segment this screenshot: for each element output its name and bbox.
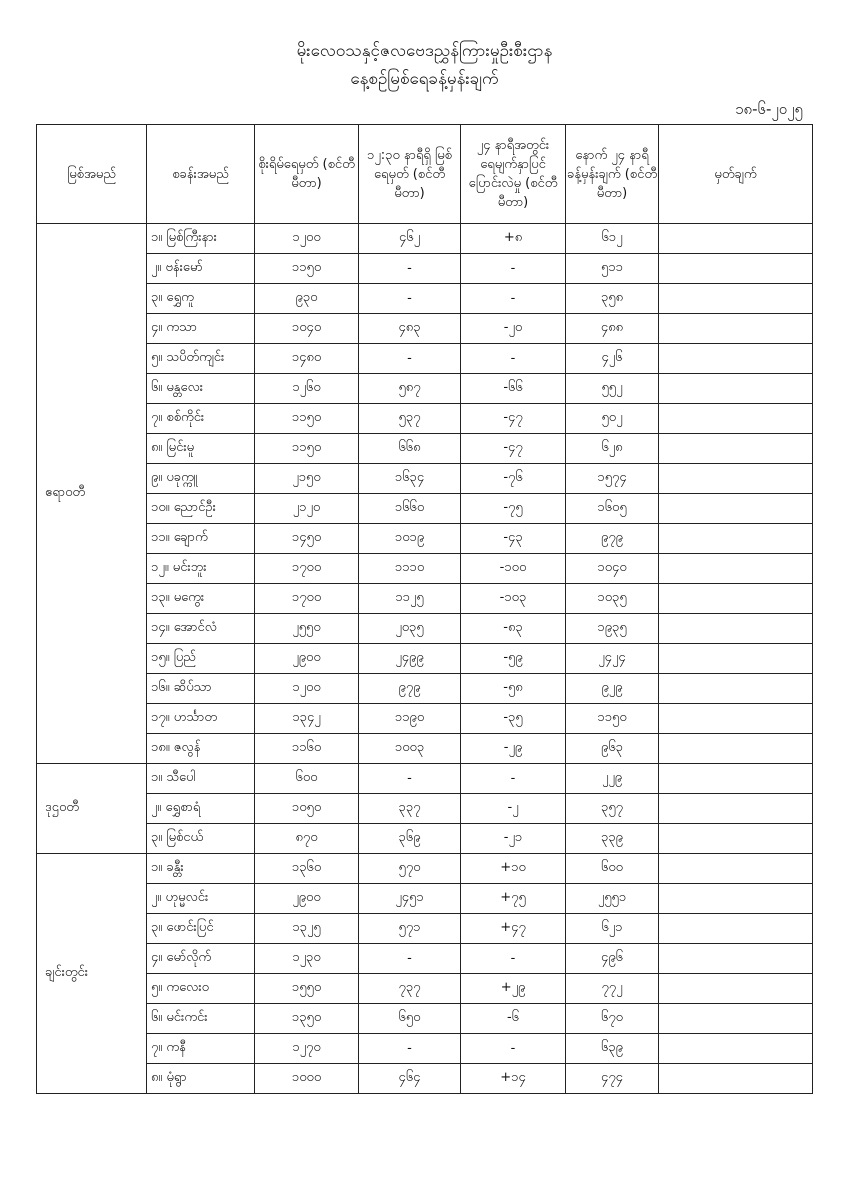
forecast-cell: ၁၁၅၀ xyxy=(566,704,659,734)
danger-level-cell: ၁၁၆၀ xyxy=(255,734,359,764)
current-level-cell: ၅၇၁ xyxy=(359,914,461,944)
forecast-cell: ၅၁၁ xyxy=(566,254,659,284)
station-cell: ၁၆။ ဆိပ်သာ xyxy=(147,674,255,704)
change-cell: -၂၀ xyxy=(461,314,566,344)
current-level-cell: ၂၀၃၅ xyxy=(359,614,461,644)
change-cell: -၃၅ xyxy=(461,704,566,734)
danger-level-cell: ၁၀၀၀ xyxy=(255,1064,359,1094)
table-header-row xyxy=(37,125,813,224)
forecast-cell: ၉၆၃ xyxy=(566,734,659,764)
table-body xyxy=(37,224,813,1094)
forecast-cell: ၂၅၅၁ xyxy=(566,884,659,914)
danger-level-cell: ၁၄၅၀ xyxy=(255,524,359,554)
remark-cell xyxy=(659,224,813,254)
forecast-cell: ၁၀၃၅ xyxy=(566,584,659,614)
current-level-cell: ၁၆၆၀ xyxy=(359,494,461,524)
current-level-cell: - xyxy=(359,1034,461,1064)
remark-cell xyxy=(659,344,813,374)
forecast-cell: ၄၇၄ xyxy=(566,1064,659,1094)
forecast-cell: ၉၇၉ xyxy=(566,524,659,554)
table-row xyxy=(37,554,813,584)
danger-level-cell: ၂၉၀၀ xyxy=(255,884,359,914)
forecast-cell: ၄၉၆ xyxy=(566,944,659,974)
remark-cell xyxy=(659,644,813,674)
danger-level-cell: ၂၁၅၀ xyxy=(255,464,359,494)
change-cell: - xyxy=(461,254,566,284)
change-cell: -၅၉ xyxy=(461,644,566,674)
forecast-cell: ၂၄၂၄ xyxy=(566,644,659,674)
column-header-danger-level: စိုးရိမ်ရေမှတ် (စင်တီမီတာ) xyxy=(255,125,359,224)
change-cell: +၄၇ xyxy=(461,914,566,944)
department-title: မိုးလေဝသနှင့်ဇလဗေဒညွှန်ကြားမှုဦးစီးဌာန xyxy=(296,41,553,61)
station-cell: ၇။ ကနီ xyxy=(147,1034,255,1064)
forecast-cell: ၆၃၉ xyxy=(566,1034,659,1064)
station-cell: ၂။ ဟုမ္မလင်း xyxy=(147,884,255,914)
danger-level-cell: ၈၇၀ xyxy=(255,824,359,854)
table-row xyxy=(37,344,813,374)
danger-level-cell: ၁၁၅၀ xyxy=(255,404,359,434)
station-cell: ၃။ ဖောင်းပြင် xyxy=(147,914,255,944)
table-row xyxy=(37,1064,813,1094)
station-cell: ၁။ သီပေါ xyxy=(147,764,255,794)
remark-cell xyxy=(659,794,813,824)
remark-cell xyxy=(659,284,813,314)
remark-cell xyxy=(659,854,813,884)
danger-level-cell: ၁၇၀၀ xyxy=(255,584,359,614)
river-name-cell: ဧရာဝတီ xyxy=(37,224,147,764)
change-cell: - xyxy=(461,284,566,314)
forecast-cell: ၆၀၀ xyxy=(566,854,659,884)
table-row xyxy=(37,254,813,284)
current-level-cell: ၂၄၉၉ xyxy=(359,644,461,674)
current-level-cell: - xyxy=(359,944,461,974)
remark-cell xyxy=(659,404,813,434)
column-header-river: မြစ်အမည် xyxy=(37,125,147,224)
forecast-cell: ၁၉၃၅ xyxy=(566,614,659,644)
report-date: ၁၈-၆-၂၀၂၅ xyxy=(735,100,803,118)
table-row xyxy=(37,704,813,734)
current-level-cell: - xyxy=(359,764,461,794)
danger-level-cell: ၁၂၇၀ xyxy=(255,1034,359,1064)
change-cell: +၁၀ xyxy=(461,854,566,884)
forecast-cell: ၁၀၄၀ xyxy=(566,554,659,584)
current-level-cell: ၆၅၀ xyxy=(359,1004,461,1034)
report-title: နေ့စဉ်မြစ်ရေခန့်မှန်းချက် xyxy=(350,69,499,89)
danger-level-cell: ၆၀၀ xyxy=(255,764,359,794)
change-cell: -၇၆ xyxy=(461,464,566,494)
current-level-cell: - xyxy=(359,254,461,284)
current-level-cell: ၅၈၇ xyxy=(359,374,461,404)
table-row xyxy=(37,224,813,254)
change-cell: -၂၁ xyxy=(461,824,566,854)
remark-cell xyxy=(659,374,813,404)
current-level-cell: ၃၃၇ xyxy=(359,794,461,824)
table-row xyxy=(37,524,813,554)
column-header-remark: မှတ်ချက် xyxy=(659,125,813,224)
remark-cell xyxy=(659,764,813,794)
table-row xyxy=(37,734,813,764)
table-row xyxy=(37,284,813,314)
table-row xyxy=(37,434,813,464)
current-level-cell: ၉၇၉ xyxy=(359,674,461,704)
change-cell: -၄၇ xyxy=(461,434,566,464)
change-cell: +၂၉ xyxy=(461,974,566,1004)
current-level-cell: ၂၄၅၁ xyxy=(359,884,461,914)
station-cell: ၁၄။ အောင်လံ xyxy=(147,614,255,644)
table-row xyxy=(37,494,813,524)
remark-cell xyxy=(659,1064,813,1094)
forecast-cell: ၉၂၉ xyxy=(566,674,659,704)
danger-level-cell: ၁၄၈၀ xyxy=(255,344,359,374)
danger-level-cell: ၂၁၂၀ xyxy=(255,494,359,524)
change-cell: -၁၀၃ xyxy=(461,584,566,614)
danger-level-cell: ၁၂၃၀ xyxy=(255,944,359,974)
river-name-cell: ချင်းတွင်း xyxy=(37,854,147,1094)
danger-level-cell: ၁၂၀၀ xyxy=(255,224,359,254)
table-row xyxy=(37,584,813,614)
change-cell: +၁၄ xyxy=(461,1064,566,1094)
change-cell: -၈၃ xyxy=(461,614,566,644)
remark-cell xyxy=(659,1034,813,1064)
table-row xyxy=(37,854,813,884)
danger-level-cell: ၁၇၀၀ xyxy=(255,554,359,584)
remark-cell xyxy=(659,704,813,734)
change-cell: +၇၅ xyxy=(461,884,566,914)
change-cell: -၄၇ xyxy=(461,404,566,434)
table-row xyxy=(37,314,813,344)
forecast-cell: ၆၂၈ xyxy=(566,434,659,464)
remark-cell xyxy=(659,914,813,944)
station-cell: ၄။ မော်လိုက် xyxy=(147,944,255,974)
remark-cell xyxy=(659,734,813,764)
forecast-cell: ၆၇၀ xyxy=(566,1004,659,1034)
change-cell: -၂ xyxy=(461,794,566,824)
station-cell: ၁၈။ ဇလွန် xyxy=(147,734,255,764)
table-row xyxy=(37,914,813,944)
remark-cell xyxy=(659,614,813,644)
table-row xyxy=(37,884,813,914)
current-level-cell: ၁၀၁၉ xyxy=(359,524,461,554)
column-header-forecast: နောက် ၂၄ နာရီ ခန့်မှန်းချက် (စင်တီမီတာ) xyxy=(566,125,659,224)
station-cell: ၅။ ကလေးဝ xyxy=(147,974,255,1004)
current-level-cell: ၁၀၀၃ xyxy=(359,734,461,764)
table-row xyxy=(37,404,813,434)
station-cell: ၂။ ဗန်းမော် xyxy=(147,254,255,284)
change-cell: - xyxy=(461,1034,566,1064)
change-cell: -၆၆ xyxy=(461,374,566,404)
danger-level-cell: ၁၁၅၀ xyxy=(255,254,359,284)
station-cell: ၁။ ခန္တီး xyxy=(147,854,255,884)
table-row xyxy=(37,764,813,794)
table-row xyxy=(37,644,813,674)
station-cell: ၅။ သပိတ်ကျင်း xyxy=(147,344,255,374)
station-cell: ၈။ မြင်းမူ xyxy=(147,434,255,464)
current-level-cell: - xyxy=(359,344,461,374)
remark-cell xyxy=(659,434,813,464)
station-cell: ၁၂။ မင်းဘူး xyxy=(147,554,255,584)
forecast-cell: ၃၅၈ xyxy=(566,284,659,314)
forecast-cell: ၄၈၈ xyxy=(566,314,659,344)
current-level-cell: ၅၇၀ xyxy=(359,854,461,884)
column-header-current-level: ၁၂:၃၀ နာရီရှိ မြစ်ရေမှတ် (စင်တီမီတာ) xyxy=(359,125,461,224)
remark-cell xyxy=(659,1004,813,1034)
station-cell: ၆။ မင်းကင်း xyxy=(147,1004,255,1034)
danger-level-cell: ၉၃၀ xyxy=(255,284,359,314)
remark-cell xyxy=(659,554,813,584)
danger-level-cell: ၁၅၅၀ xyxy=(255,974,359,1004)
remark-cell xyxy=(659,314,813,344)
station-cell: ၁၁။ ချောက် xyxy=(147,524,255,554)
forecast-cell: ၅၅၂ xyxy=(566,374,659,404)
current-level-cell: - xyxy=(359,284,461,314)
change-cell: -၂၉ xyxy=(461,734,566,764)
change-cell: -၁၀၀ xyxy=(461,554,566,584)
table-row xyxy=(37,944,813,974)
station-cell: ၁၃။ မကွေး xyxy=(147,584,255,614)
table-row xyxy=(37,614,813,644)
current-level-cell: ၅၃၇ xyxy=(359,404,461,434)
forecast-cell: ၆၂၁ xyxy=(566,914,659,944)
station-cell: ၁၅။ ပြည် xyxy=(147,644,255,674)
remark-cell xyxy=(659,944,813,974)
danger-level-cell: ၁၃၆၀ xyxy=(255,854,359,884)
remark-cell xyxy=(659,674,813,704)
remark-cell xyxy=(659,494,813,524)
current-level-cell: ၆၆၈ xyxy=(359,434,461,464)
station-cell: ၄။ ကသာ xyxy=(147,314,255,344)
current-level-cell: ၃၆၉ xyxy=(359,824,461,854)
change-cell: -၇၅ xyxy=(461,494,566,524)
river-name-cell: ဒုဌဝတီ xyxy=(37,764,147,854)
danger-level-cell: ၁၀၅၀ xyxy=(255,794,359,824)
danger-level-cell: ၁၂၀၀ xyxy=(255,674,359,704)
remark-cell xyxy=(659,584,813,614)
station-cell: ၇။ စစ်ကိုင်း xyxy=(147,404,255,434)
table-row xyxy=(37,1034,813,1064)
current-level-cell: ၁၁၂၅ xyxy=(359,584,461,614)
station-cell: ၉။ ပခုက္ကူ xyxy=(147,464,255,494)
station-cell: ၈။ မုံရွာ xyxy=(147,1064,255,1094)
forecast-cell: ၃၅၇ xyxy=(566,794,659,824)
current-level-cell: ၁၆၃၄ xyxy=(359,464,461,494)
station-cell: ၁၇။ ဟင်္သာတ xyxy=(147,704,255,734)
current-level-cell: ၁၁၉၀ xyxy=(359,704,461,734)
forecast-cell: ၆၁၂ xyxy=(566,224,659,254)
remark-cell xyxy=(659,524,813,554)
danger-level-cell: ၁၂၆၀ xyxy=(255,374,359,404)
current-level-cell: ၁၁၁၀ xyxy=(359,554,461,584)
column-header-24h-change: ၂၄ နာရီအတွင်း ရေမျက်နှာပြင် ပြောင်းလဲမှု (စင်တီမီတာ) xyxy=(461,125,566,224)
forecast-cell: ၅၀၂ xyxy=(566,404,659,434)
station-cell: ၃။ မြစ်ငယ် xyxy=(147,824,255,854)
forecast-cell: ၇၇၂ xyxy=(566,974,659,1004)
danger-level-cell: ၁၃၄၂ xyxy=(255,704,359,734)
remark-cell xyxy=(659,884,813,914)
remark-cell xyxy=(659,974,813,1004)
current-level-cell: ၄၆၂ xyxy=(359,224,461,254)
change-cell: -၄၃ xyxy=(461,524,566,554)
forecast-cell: ၁၅၇၄ xyxy=(566,464,659,494)
danger-level-cell: ၁၃၅၀ xyxy=(255,1004,359,1034)
danger-level-cell: ၂၅၅၀ xyxy=(255,614,359,644)
danger-level-cell: ၁၀၄၀ xyxy=(255,314,359,344)
table-row xyxy=(37,794,813,824)
remark-cell xyxy=(659,824,813,854)
forecast-cell: ၁၆၀၅ xyxy=(566,494,659,524)
current-level-cell: ၄၆၄ xyxy=(359,1064,461,1094)
forecast-cell: ၄၂၆ xyxy=(566,344,659,374)
station-cell: ၃။ ရွှေကူ xyxy=(147,284,255,314)
station-cell: ၂။ ရွှေစာရံ xyxy=(147,794,255,824)
station-cell: ၆။ မန္တလေး xyxy=(147,374,255,404)
table-row xyxy=(37,974,813,1004)
column-header-station: စခန်းအမည် xyxy=(147,125,255,224)
station-cell: ၁၀။ ညောင်ဦး xyxy=(147,494,255,524)
danger-level-cell: ၁၁၅၀ xyxy=(255,434,359,464)
change-cell: -၆ xyxy=(461,1004,566,1034)
table-row xyxy=(37,674,813,704)
change-cell: +၈ xyxy=(461,224,566,254)
change-cell: - xyxy=(461,944,566,974)
forecast-cell: ၂၂၉ xyxy=(566,764,659,794)
forecast-cell: ၃၃၉ xyxy=(566,824,659,854)
danger-level-cell: ၁၃၂၅ xyxy=(255,914,359,944)
current-level-cell: ၇၃၇ xyxy=(359,974,461,1004)
remark-cell xyxy=(659,254,813,284)
station-cell: ၁။ မြစ်ကြီးနား xyxy=(147,224,255,254)
change-cell: - xyxy=(461,344,566,374)
river-forecast-table xyxy=(36,124,813,1094)
table-row xyxy=(37,464,813,494)
table-row xyxy=(37,374,813,404)
danger-level-cell: ၂၉၀၀ xyxy=(255,644,359,674)
table-row xyxy=(37,824,813,854)
change-cell: - xyxy=(461,764,566,794)
current-level-cell: ၄၈၃ xyxy=(359,314,461,344)
table-row xyxy=(37,1004,813,1034)
remark-cell xyxy=(659,464,813,494)
change-cell: -၅၈ xyxy=(461,674,566,704)
